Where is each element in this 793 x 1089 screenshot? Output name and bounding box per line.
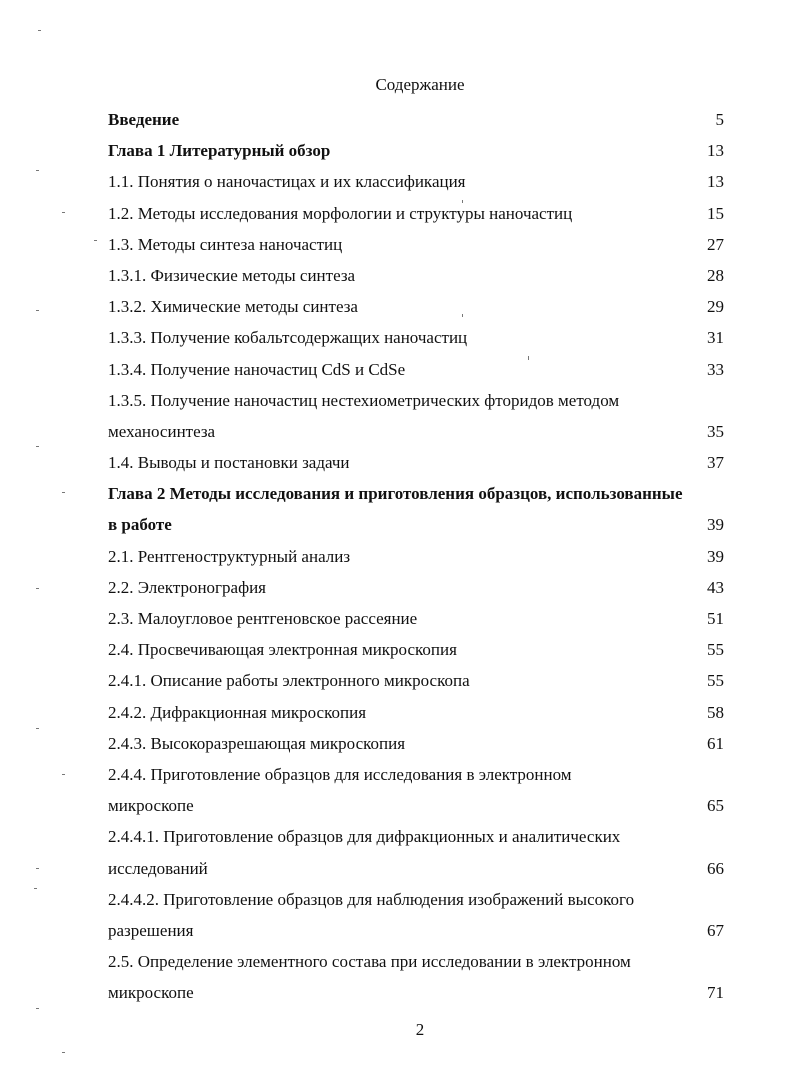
scan-speck [36,310,39,311]
toc-entry-page: 31 [707,328,724,348]
toc-entry [108,759,748,790]
scan-speck [462,200,463,203]
toc-entry-title: 2.4.2. Дифракционная микроскопия [108,702,367,722]
toc-entry-title: 1.1. Понятия о наночастицах и их классификация [108,172,466,192]
toc-entry [108,853,748,884]
toc-entry [108,135,748,166]
toc-entry-page: 39 [707,515,724,535]
toc-entry [108,884,748,915]
scan-speck [36,588,39,589]
toc-entry [108,354,748,385]
table-of-contents [108,104,748,1008]
toc-entry-title: 1.3.3. Получение кобальтсодержащих наночастиц [108,328,468,348]
toc-entry-title: исследований [108,858,208,878]
toc-entry [108,322,748,353]
toc-entry [108,291,748,322]
toc-entry-title: 1.4. Выводы и постановки задачи [108,453,350,473]
scan-speck [62,492,65,493]
toc-entry [108,915,748,946]
toc-entry-title: 1.3.5. Получение наночастиц нестехиометрических фторидов методом [108,390,620,410]
toc-entry-page: 15 [707,203,724,223]
toc-entry-title: 2.4.4.1. Приготовление образцов для дифракционных и аналитических [108,827,621,847]
toc-entry-title: микроскопе [108,796,194,816]
scan-speck [62,1052,65,1053]
toc-entry-title: 1.3.1. Физические методы синтеза [108,265,356,285]
toc-entry-title: в работе [108,515,172,535]
scan-speck [94,240,97,241]
toc-entry-page: 65 [707,796,724,816]
toc-entry [108,665,748,696]
toc-entry [108,697,748,728]
toc-entry [108,260,748,291]
toc-entry-title: микроскопе [108,983,194,1003]
toc-entry-page: 39 [707,546,724,566]
toc-entry-page: 5 [715,110,724,129]
toc-entry-page: 29 [707,297,724,317]
page-number: 2 [415,1020,425,1039]
toc-entry [108,541,748,572]
toc-entry-page: 58 [707,702,724,722]
scan-speck [36,1008,39,1009]
toc-entry-title: 1.3.2. Химические методы синтеза [108,297,358,317]
toc-entry [108,603,748,634]
toc-entry-title: разрешения [108,920,194,940]
toc-entry [108,821,748,852]
toc-entry [108,385,748,416]
toc-entry [108,728,748,759]
toc-entry [108,946,748,977]
toc-entry-title: Глава 2 Методы исследования и приготовления образцов, использованные [108,484,683,504]
scan-speck [62,212,65,213]
toc-entry-title: 2.4.1. Описание работы электронного микроскопа [108,671,470,691]
toc-entry [108,166,748,197]
toc-entry-page: 13 [707,141,724,161]
toc-entry-page: 33 [707,359,724,379]
scan-speck [462,314,463,317]
toc-entry-title: механосинтеза [108,421,216,441]
toc-entry [108,790,748,821]
toc-entry-page: 71 [707,983,724,1003]
scan-speck [38,30,41,31]
toc-entry-page: 55 [707,640,724,660]
toc-entry-page: 37 [707,453,724,473]
toc-entry [108,229,748,260]
toc-entry-title: Введение [108,110,180,129]
toc-entry-title: 2.3. Малоугловое рентгеновское рассеяние [108,609,418,628]
toc-entry-title: Глава 1 Литературный обзор [108,141,331,161]
toc-entry-page: 43 [707,577,724,597]
toc-entry [108,478,748,509]
toc-entry [108,634,748,665]
toc-entry [108,509,748,540]
toc-entry-title: 2.4.3. Высокоразрешающая микроскопия [108,733,406,753]
toc-entry-page: 55 [707,671,724,691]
toc-entry-title: 2.2. Электронография [108,577,266,597]
toc-entry-page: 67 [707,920,724,940]
toc-entry [108,572,748,603]
toc-entry [108,416,748,447]
scan-speck [36,868,39,869]
toc-entry-page: 13 [707,172,724,192]
toc-entry-title: 2.4. Просвечивающая электронная микроскопия [108,640,457,660]
toc-entry [108,977,748,1008]
toc-entry-page: 61 [707,733,724,753]
toc-entry-page: 28 [707,265,724,285]
toc-entry-title: 2.4.4.2. Приготовление образцов для наблюдения изображений высокого [108,889,635,909]
scan-speck [62,774,65,775]
scan-speck [36,728,39,729]
scan-speck [34,888,37,889]
toc-entry-page: 35 [707,421,724,441]
toc-entry-title: 1.2. Методы исследования морфологии и структуры наночастиц [108,203,573,223]
toc-entry-page: 27 [707,234,724,254]
toc-entry [108,198,748,229]
scan-speck [36,446,39,447]
scan-speck [36,170,39,171]
toc-entry-page: 66 [707,858,724,878]
toc-entry-title: 2.1. Рентгеноструктурный анализ [108,546,351,566]
toc-entry-title: 2.5. Определение элементного состава при исследовании в электронном [108,952,631,972]
toc-entry-title: 1.3.4. Получение наночастиц CdS и CdSe [108,359,406,379]
scan-speck [528,356,529,360]
toc-entry [108,104,748,135]
page-title: Содержание [375,75,465,94]
toc-entry-title: 1.3. Методы синтеза наночастиц [108,234,343,254]
toc-entry-title: 2.4.4. Приготовление образцов для исследования в электронном [108,764,572,784]
toc-entry-page: 51 [707,609,724,628]
toc-entry [108,447,748,478]
